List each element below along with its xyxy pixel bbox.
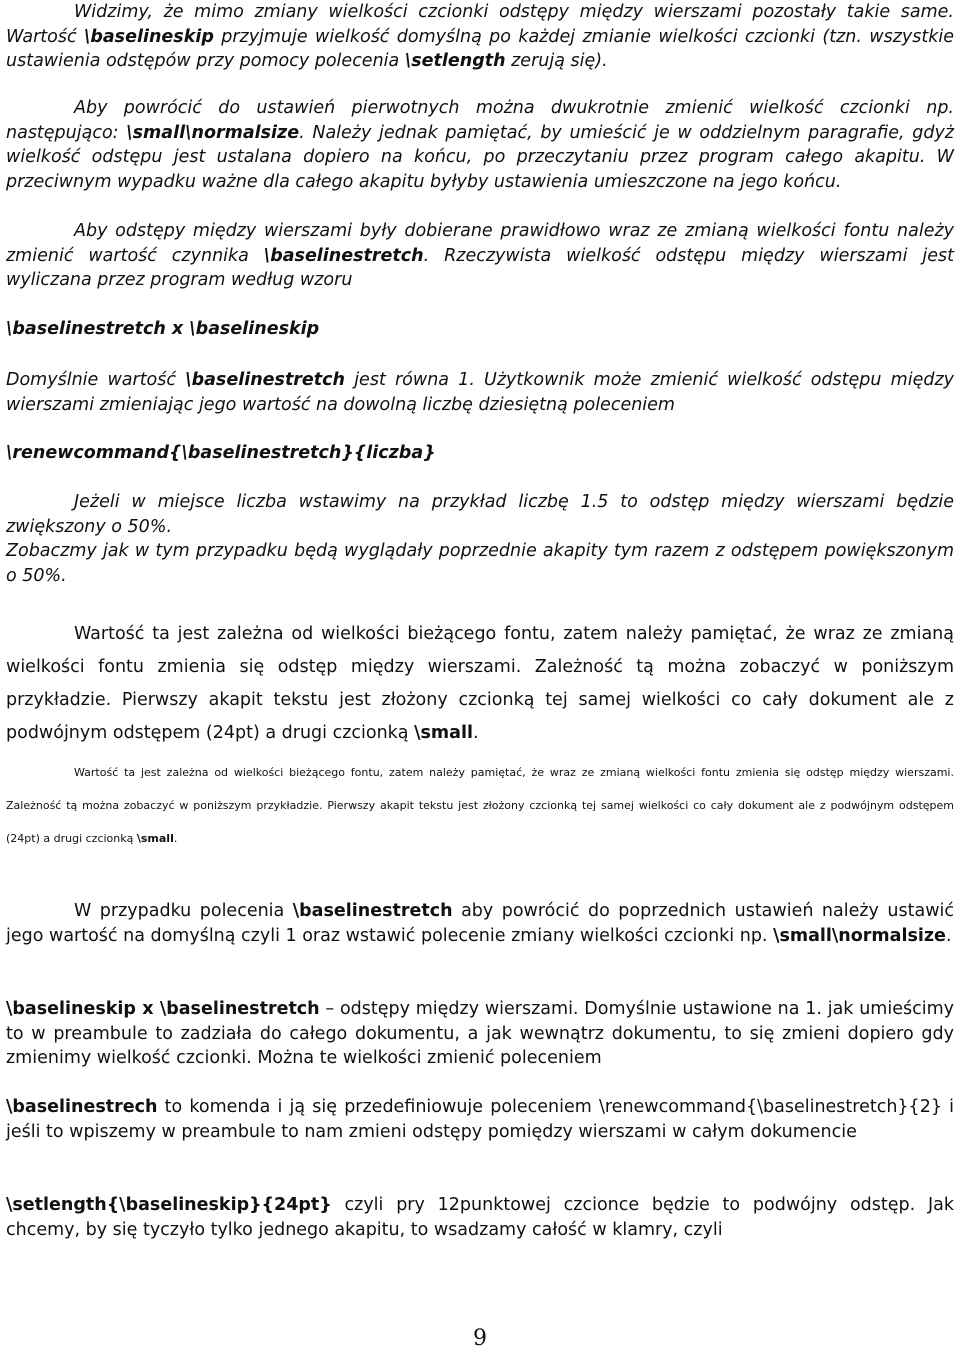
command-setlength: \setlength — [404, 51, 506, 71]
paragraph-restore-settings: Aby powrócić do ustawień pierwotnych można dwukrotnie zmienić wielkość czcionki np. następująco: \small\normalsize. Należy jednak pamiętać, by umieścić je w oddzielnym paragrafie, gdyż wielkość odstępu jest ustalana dopiero na końcu, po przeczytaniu przez program całego akapitu. W przeciwnym wypadku ważne dla całego akapitu byłyby ustawienia umieszczone na jego końcu. — [6, 98, 954, 192]
paragraph-default-value: Domyślnie wartość \baselinestretch jest równa 1. Użytkownik może zmienić wielkość odstępu między wierszami zmieniając jego wartość na dowolną liczbę dziesiętną poleceniem — [6, 370, 955, 415]
command-small-normalsize-2: \small\normalsize — [773, 925, 946, 946]
page-number: 9 — [473, 1326, 487, 1351]
paragraph-double-spacing-example: Wartość ta jest zależna od wielkości bieżącego fontu, zatem należy pamiętać, że wraz ze zmianą wielkości fontu zmienia się odstęp między wierszami. Zależność tą można zobaczyć w poniższym przykładzie. Pierwszy akapit tekstu jest złożony czcionką tej samej wielkości co cały dokument ale z podwójnym odstępem (24pt) a drugi czcionką \small. — [6, 624, 954, 743]
paragraph-restore-baselinestretch: W przypadku polecenia \baselinestretch aby powrócić do poprzednich ustawień należy ustawić jego wartość na domyślną czyli 1 oraz wstawić polecenie zmiany wielkości czcionki np. \small\normalsize. — [6, 901, 954, 946]
paragraph-see-example: Zobaczmy jak w tym przypadku będą wyglądały poprzednie akapity tym razem z odstępem powiększonym o 50%. — [6, 541, 954, 586]
paragraph-notes-spacing: \baselineskip x \baselinestretch – odstępy między wierszami. Domyślnie ustawione na 1. jak umieścimy to w preambule to zadziała do całego dokumentu, a jak wewnątrz dokumentu, to się zmieni dopiero gdy zmienimy wielkość czcionki. Można te wielkości zmienić poleceniem — [6, 999, 954, 1068]
command-baselinestretch: \baselinestretch — [263, 245, 424, 266]
command-setlength-baselineskip: \setlength{\baselineskip}{24pt} — [6, 1195, 332, 1215]
paragraph-small-font-example: Wartość ta jest zależna od wielkości bieżącego fontu, zatem należy pamiętać, że wraz ze zmianą wielkości fontu zmienia się odstęp między wierszami. Zależność tą można zobaczyć w poniższym przykładzie. Pierwszy akapit tekstu jest złożony czcionką tej samej wielkości co cały dokument ale z podwójnym odstępem (24pt) a drugi czcionką \small. — [6, 766, 954, 845]
command-small: \small — [414, 723, 473, 743]
paragraph-notes-renewcommand: \baselinestrech to komenda i ją się przedefiniowuje poleceniem \renewcommand{\baselinestretch}{2} i jeśli to wpiszemy w preambule to nam zmieni odstępy pomiędzy wierszami w całym dokumencie — [6, 1097, 954, 1142]
command-baselinestrech: \baselinestrech — [6, 1097, 158, 1117]
formula-baselinestretch-times-baselineskip: \baselinestretch x \baselineskip — [6, 319, 320, 339]
paragraph-baselineskip-reset: Widzimy, że mimo zmiany wielkości czcionki odstępy między wierszami pozostały takie same. Wartość \baselineskip przyjmuje wielkość domyślną po każdej zmianie wielkości czcionki (tzn. wszystkie ustawienia odstępów przy pomocy polecenia \setlength zerują się). — [6, 2, 954, 71]
command-baselinestretch-3: \baselinestretch — [292, 901, 453, 921]
command-baselineskip: \baselineskip — [83, 26, 214, 47]
command-baselinestretch-2: \baselinestretch — [185, 370, 346, 390]
formula-renewcommand: \renewcommand{\baselinestretch}{liczba} — [6, 443, 436, 463]
paragraph-baselinestretch-intro: Aby odstępy między wierszami były dobierane prawidłowo wraz ze zmianą wielkości fontu należy zmienić wartość czynnika \baselinestretch. Rzeczywista wielkość odstępu między wierszami jest wyliczana przez program według wzoru — [6, 221, 954, 290]
command-small-2: \small — [136, 832, 174, 845]
paragraph-notes-setlength: \setlength{\baselineskip}{24pt} czyli pry 12punktowej czcionce będzie to podwójny odstęp. Jak chcemy, by się tyczyło tylko jednego akapitu, to wsadzamy całość w klamry, czyli — [6, 1195, 954, 1240]
command-small-normalsize: \small\normalsize — [126, 122, 300, 143]
paragraph-example-value: Jeżeli w miejsce liczba wstawimy na przykład liczbę 1.5 to odstęp między wierszami będzie zwiększony o 50%. — [6, 492, 954, 537]
formula-baselineskip-times-baselinestretch: \baselineskip x \baselinestretch — [6, 999, 320, 1019]
